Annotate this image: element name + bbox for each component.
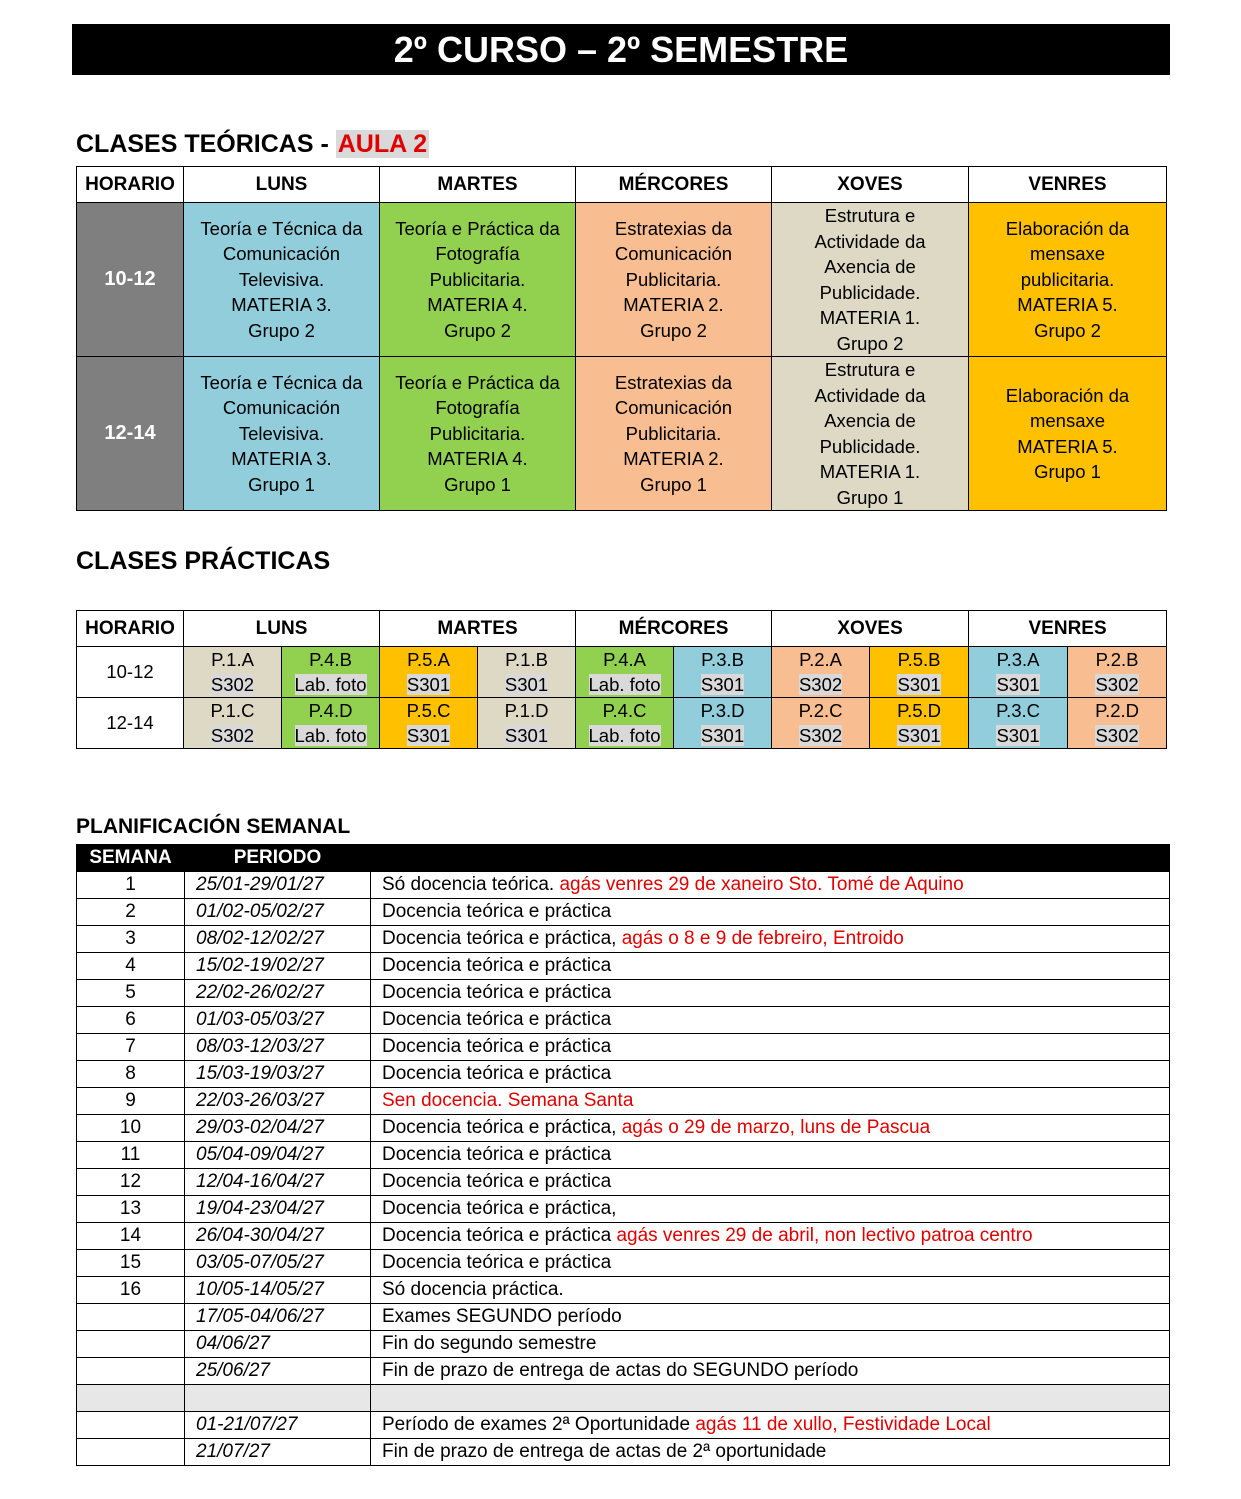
week-description-text: Fin do segundo semestre [382,1333,597,1354]
week-description [371,1412,1170,1439]
practice-room-label: S302 [210,674,255,695]
header-venres: VENRES [969,167,1167,203]
week-description [371,1169,1170,1196]
week-description-text: Docencia teórica e práctica [382,1063,612,1084]
practice-room-label: S301 [996,674,1040,695]
class-cell-line: Publicidade. [819,281,921,303]
class-cell-line: MATERIA 1. [819,307,921,328]
practice-group: P.4.C [602,700,647,721]
practice-group: P.2.B [1095,649,1139,670]
class-cell-line: Estrutura e [824,359,916,380]
week-number: 16 [77,1277,185,1304]
aula-label: AULA 2 [337,130,428,158]
class-cell-line: Elaboración da [1005,384,1130,406]
week-description [371,1439,1170,1466]
practice-cell [282,698,380,749]
class-cell-line: Comunicación [614,397,733,419]
practice-group: P.5.B [897,649,941,670]
week-period: 04/06/27 [185,1331,371,1358]
practice-cell [870,698,969,749]
practice-room [478,723,575,748]
week-description [371,1223,1170,1250]
practice-cell [184,647,282,698]
class-cell-line: Comunicación [614,243,733,265]
week-description-text: Docencia teórica e práctica, [382,1117,622,1138]
practice-room-label: S302 [210,725,255,746]
week-number: 7 [77,1034,185,1061]
practice-cell [478,647,576,698]
practice-room [380,723,477,748]
week-number: 1 [77,872,185,899]
practice-cell [380,647,478,698]
header-xoves: XOVES [772,611,969,647]
practice-room [1068,723,1166,748]
class-cell-line: Grupo 1 [836,486,904,508]
practice-group: P.1.B [505,649,548,670]
practice-room [576,723,673,748]
class-cell [184,203,380,357]
week-description-text: Período de exames 2ª Oportunidade [382,1414,696,1435]
week-row [77,953,1170,980]
week-description-text: Docencia teórica e práctica [382,982,612,1003]
class-cell [576,357,772,511]
class-cell-line: MATERIA 3. [231,448,332,470]
week-period: 25/06/27 [185,1358,371,1385]
week-number [77,1358,185,1385]
header-luns: LUNS [184,611,380,647]
week-description [371,872,1170,899]
class-cell-line: Estrutura e [824,205,916,226]
class-cell-line: Teoría e Práctica da [395,217,560,239]
week-description [371,1115,1170,1142]
practice-room-label: S301 [406,725,451,746]
week-description [371,1088,1170,1115]
practice-group: P.2.D [1095,700,1140,721]
week-number: 3 [77,926,185,953]
teoricas-header-row [77,167,1167,203]
class-cell [380,203,576,357]
class-cell-line: Comunicación [222,243,341,265]
practice-room-label: S301 [996,725,1040,746]
class-cell-line: Grupo 1 [444,473,511,495]
teoricas-heading [76,130,429,159]
practice-room [184,672,281,697]
week-row [77,1034,1170,1061]
practice-group: P.3.A [996,649,1040,670]
practice-room [478,672,575,697]
practice-room [380,672,477,697]
class-cell-line: MATERIA 2. [623,294,724,316]
week-description-text: Fin de prazo de entrega de actas de 2ª oportunidade [382,1441,827,1462]
practice-group: P.5.A [407,649,450,670]
week-description [371,1142,1170,1169]
week-row [77,1250,1170,1277]
practice-cell [576,647,674,698]
week-number: 10 [77,1115,185,1142]
week-row [77,1304,1170,1331]
week-row [77,1061,1170,1088]
class-cell-line: Publicitaria. [625,268,722,290]
page-title: 2º CURSO – 2º SEMESTRE [72,24,1170,75]
week-period: 17/05-04/06/27 [185,1304,371,1331]
practice-cell [772,647,870,698]
practice-group: P.1.A [211,649,254,670]
week-number: 5 [77,980,185,1007]
class-cell-line: Estratexias da [614,371,733,393]
practice-group: P.2.A [799,649,842,670]
week-description [371,1196,1170,1223]
class-cell-line: MATERIA 5. [1017,435,1118,457]
week-row [77,926,1170,953]
practice-room [576,672,673,697]
week-number: 8 [77,1061,185,1088]
week-row [77,872,1170,899]
practice-room [282,672,379,697]
planificacion-heading: PLANIFICACIÓN SEMANAL [76,815,351,838]
practice-cell [380,698,478,749]
class-cell-line: Comunicación [222,397,341,419]
week-row [77,1169,1170,1196]
week-row [77,1196,1170,1223]
week-description-text: Docencia teórica e práctica [382,1009,612,1030]
practicas-heading: CLASES PRÁCTICAS [76,547,331,575]
class-cell-line: Fotografía [435,397,520,419]
practice-room [969,672,1067,697]
class-cell-line: Elaboración da [1005,217,1130,239]
week-description-text: Fin de prazo de entrega de actas do SEGUNDO período [382,1360,859,1381]
week-description-text: Só docencia teórica. [382,874,560,895]
week-number: 9 [77,1088,185,1115]
week-row [77,1277,1170,1304]
week-description [371,1007,1170,1034]
week-period: 08/02-12/02/27 [185,926,371,953]
week-description-note: agás o 8 e 9 de febreiro, Entroido [621,928,904,949]
week-period: 01-21/07/27 [185,1412,371,1439]
practice-room [184,723,281,748]
week-description-text: Docencia teórica e práctica [382,1225,617,1246]
practice-cell [576,698,674,749]
week-description-text: Docencia teórica e práctica [382,1252,612,1273]
week-description-text: Docencia teórica e práctica [382,1144,612,1165]
class-cell-line: Estratexias da [614,217,733,239]
week-description [371,1034,1170,1061]
week-period: 15/03-19/03/27 [185,1061,371,1088]
teoricas-table [76,166,1167,511]
practice-group: P.5.D [897,700,941,721]
practice-group: P.1.D [504,700,549,721]
practicas-table [76,610,1167,749]
header-martes: MARTES [380,167,576,203]
practice-room-label: S302 [1095,725,1139,746]
planificacion-header-row [77,845,1170,872]
practice-cell [674,698,772,749]
week-period: 10/05-14/05/27 [185,1277,371,1304]
practice-cell [1068,698,1167,749]
week-number: 12 [77,1169,185,1196]
practice-room-label: S301 [897,674,941,695]
class-cell [772,357,969,511]
practice-room-label: Lab. foto [294,725,367,746]
class-cell-line: Grupo 2 [248,319,315,341]
week-number [77,1385,185,1412]
week-description-note: agás 11 de xullo, Festividade Local [695,1414,991,1435]
class-cell-line: MATERIA 1. [819,461,921,482]
class-cell-line: Publicidade. [819,435,921,457]
class-cell-line: publicitaria. [1020,268,1115,290]
week-description-text: Docencia teórica e práctica, [382,1198,617,1219]
week-description [371,1061,1170,1088]
practice-room-label: S301 [700,725,745,746]
practice-room [969,723,1067,748]
week-number: 14 [77,1223,185,1250]
practice-group: P.3.C [996,700,1040,721]
class-cell-line: Axencia de [824,256,916,277]
week-period: 26/04-30/04/27 [185,1223,371,1250]
week-number: 15 [77,1250,185,1277]
practice-cell [282,647,380,698]
practice-room [674,723,771,748]
class-cell-line: MATERIA 2. [623,448,724,470]
practice-room-label: S302 [798,725,843,746]
class-cell-line: Televisiva. [238,268,325,290]
practice-group: P.4.D [308,700,353,721]
teoricas-row [77,203,1167,357]
header-descricion [371,845,1170,872]
class-cell [772,203,969,357]
header-mercores: MÉRCORES [576,611,772,647]
week-period: 22/03-26/03/27 [185,1088,371,1115]
week-row [77,899,1170,926]
practicas-row [77,698,1167,749]
class-cell-line: Grupo 2 [640,319,707,341]
class-cell [969,203,1167,357]
week-row [77,1439,1170,1466]
week-description [371,1358,1170,1385]
class-cell-line: MATERIA 4. [427,448,528,470]
practice-cell [870,647,969,698]
header-martes: MARTES [380,611,576,647]
week-description-note: agás venres 29 de abril, non lectivo patroa centro [616,1225,1033,1246]
class-cell [184,357,380,511]
practice-group: P.5.C [406,700,451,721]
class-cell [576,203,772,357]
week-description-note: agás o 29 de marzo, luns de Pascua [621,1117,931,1138]
practice-room [1068,672,1166,697]
class-cell-line: Teoría e Técnica da [200,371,363,393]
class-cell-line: Grupo 2 [1034,319,1101,341]
week-row [77,1088,1170,1115]
practice-cell [969,698,1068,749]
week-description [371,1277,1170,1304]
week-period: 05/04-09/04/27 [185,1142,371,1169]
week-description [371,1304,1170,1331]
week-description [371,953,1170,980]
class-cell-line: Grupo 2 [836,332,904,354]
week-description [371,1250,1170,1277]
class-cell-line: MATERIA 3. [231,294,332,316]
practice-group: P.1.C [210,700,255,721]
week-number [77,1331,185,1358]
practice-group: P.2.C [798,700,843,721]
practice-room-label: Lab. foto [294,674,367,695]
week-description-text: Docencia teórica e práctica, [382,928,622,949]
planificacion-table [76,844,1170,1466]
practice-room [870,672,968,697]
week-row [77,980,1170,1007]
practice-room [772,723,869,748]
week-period: 19/04-23/04/27 [185,1196,371,1223]
class-cell-line: MATERIA 4. [427,294,528,316]
practice-cell [969,647,1068,698]
class-cell-line: mensaxe [1029,410,1106,431]
week-number [77,1304,185,1331]
class-cell-line: mensaxe [1029,243,1106,265]
practice-room-label: S301 [504,725,549,746]
week-row [77,1331,1170,1358]
practicas-header-row [77,611,1167,647]
header-venres: VENRES [969,611,1167,647]
practice-cell [674,647,772,698]
teoricas-row [77,357,1167,511]
practice-room [772,672,869,697]
practice-room [870,723,968,748]
class-cell-line: Fotografía [435,243,520,265]
class-cell-line: Actividade da [814,230,926,252]
practice-room [282,723,379,748]
week-period: 22/02-26/02/27 [185,980,371,1007]
practice-room-label: S301 [700,674,745,695]
practice-group: P.3.D [700,700,745,721]
week-number: 11 [77,1142,185,1169]
teoricas-heading-text: CLASES TEÓRICAS - [76,130,336,158]
week-description-text: Docencia teórica e práctica [382,955,612,976]
week-number [77,1439,185,1466]
week-description-text: Docencia teórica e práctica [382,1036,612,1057]
header-periodo: PERIODO [185,845,371,872]
class-cell-line: Teoría e Técnica da [200,217,363,239]
practice-room-label: S301 [406,674,451,695]
week-description [371,1385,1170,1412]
week-description [371,926,1170,953]
week-row [77,1358,1170,1385]
practice-room-label: Lab. foto [588,674,661,695]
week-number: 2 [77,899,185,926]
week-number: 6 [77,1007,185,1034]
class-cell-line: Publicitaria. [625,422,722,444]
class-cell-line: Actividade da [814,384,926,406]
horario-cell: 10-12 [77,203,184,357]
week-description-text: Docencia teórica e práctica [382,901,612,922]
week-period: 12/04-16/04/27 [185,1169,371,1196]
horario-cell: 12-14 [77,698,184,749]
week-description-note: Sen docencia. Semana Santa [382,1090,634,1111]
practice-group: P.3.B [701,649,744,670]
week-period: 01/02-05/02/27 [185,899,371,926]
class-cell-line: Teoría e Práctica da [395,371,560,393]
week-period: 08/03-12/03/27 [185,1034,371,1061]
week-description [371,899,1170,926]
class-cell-line: Publicitaria. [429,422,526,444]
class-cell-line: MATERIA 5. [1017,294,1118,316]
header-semana: SEMANA [77,845,185,872]
week-row [77,1142,1170,1169]
practicas-row [77,647,1167,698]
week-period: 15/02-19/02/27 [185,953,371,980]
week-description-text: Docencia teórica e práctica [382,1171,612,1192]
week-period: 29/03-02/04/27 [185,1115,371,1142]
horario-cell: 12-14 [77,357,184,511]
week-period: 21/07/27 [185,1439,371,1466]
class-cell-line: Grupo 1 [1034,461,1101,482]
week-number [77,1412,185,1439]
week-description-note: agás venres 29 de xaneiro Sto. Tomé de Aquino [559,874,964,895]
practice-cell [1068,647,1167,698]
week-period: 25/01-29/01/27 [185,872,371,899]
week-row [77,1412,1170,1439]
practice-room-label: S301 [504,674,549,695]
practice-cell [478,698,576,749]
week-description-text: Exames SEGUNDO período [382,1306,622,1327]
week-row [77,1223,1170,1250]
week-period [185,1385,371,1412]
horario-cell: 10-12 [77,647,184,698]
class-cell-line: Televisiva. [238,422,325,444]
week-description [371,980,1170,1007]
week-description-text: Só docencia práctica. [382,1279,564,1300]
class-cell-line: Grupo 1 [248,473,315,495]
week-row [77,1007,1170,1034]
header-horario: HORARIO [77,167,184,203]
class-cell-line: Grupo 1 [640,473,707,495]
practice-cell [772,698,870,749]
practice-room-label: Lab. foto [588,725,661,746]
week-number: 4 [77,953,185,980]
class-cell-line: Axencia de [824,410,916,431]
class-cell-line: Grupo 2 [444,319,511,341]
week-period: 01/03-05/03/27 [185,1007,371,1034]
practice-room-label: S302 [798,674,843,695]
class-cell [969,357,1167,511]
week-row [77,1385,1170,1412]
practice-room-label: S301 [897,725,941,746]
week-number: 13 [77,1196,185,1223]
practice-room-label: S302 [1095,674,1139,695]
class-cell-line: Publicitaria. [429,268,526,290]
class-cell [380,357,576,511]
practice-cell [184,698,282,749]
header-mercores: MÉRCORES [576,167,772,203]
header-xoves: XOVES [772,167,969,203]
header-luns: LUNS [184,167,380,203]
practice-group: P.4.A [603,649,646,670]
week-description [371,1331,1170,1358]
header-horario: HORARIO [77,611,184,647]
week-period: 03/05-07/05/27 [185,1250,371,1277]
practice-group: P.4.B [309,649,352,670]
week-row [77,1115,1170,1142]
practice-room [674,672,771,697]
